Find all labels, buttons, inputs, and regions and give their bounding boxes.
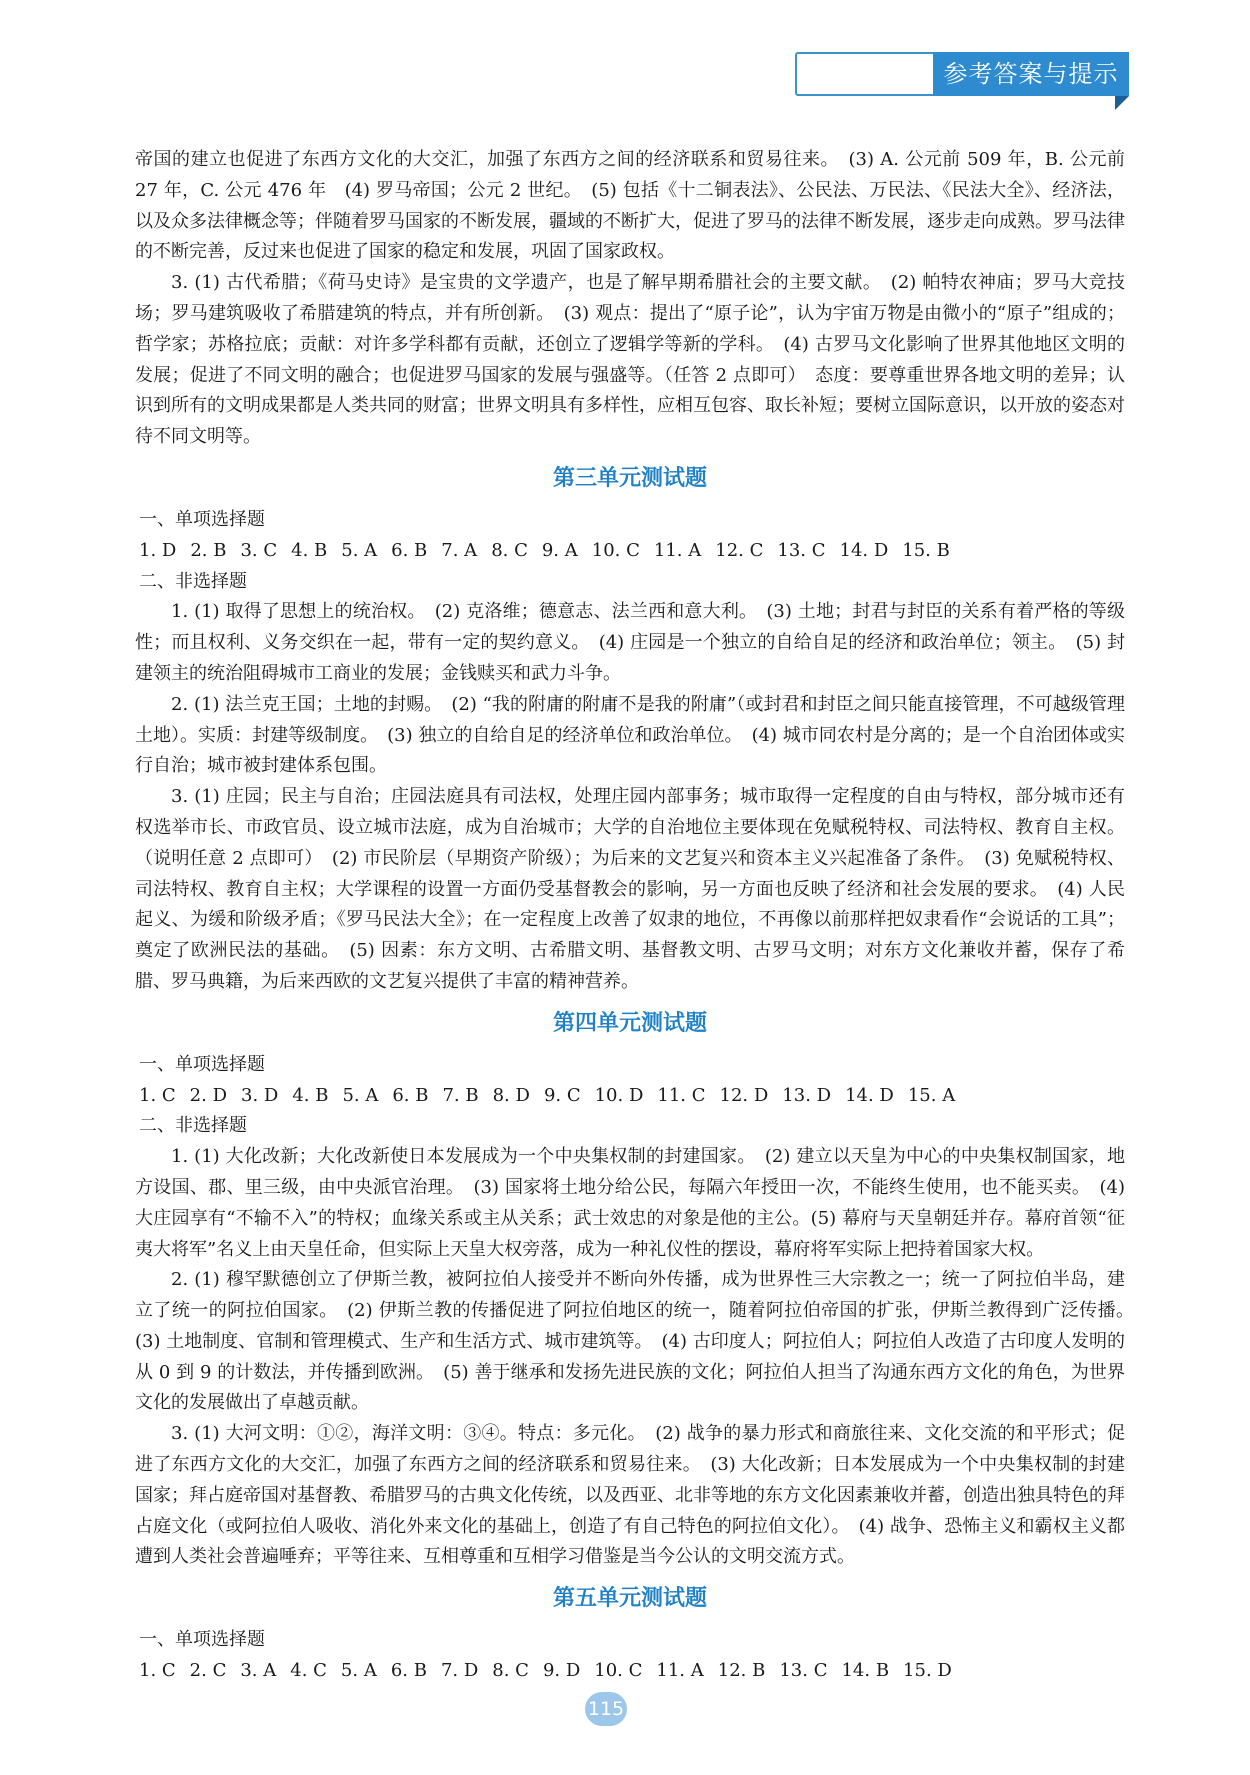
answer-item: 12. D bbox=[719, 1084, 769, 1106]
answer-item: 9. D bbox=[542, 1660, 581, 1682]
answer-item: 5. A bbox=[340, 1660, 377, 1682]
unit-4-answer-row bbox=[135, 1081, 1125, 1112]
answer-item: 6. B bbox=[392, 1084, 429, 1106]
answer-item: 5. A bbox=[342, 1084, 379, 1106]
answer-item: 3. D bbox=[241, 1084, 279, 1106]
answer-item: 11. C bbox=[657, 1084, 706, 1106]
answer-item: 11. A bbox=[656, 1660, 704, 1682]
unit-3-paragraph: 2. (1) 法兰克王国；土地的封赐。 (2) “我的附庸的附庸不是我的附庸”（或封君和封臣之间只能直接管理，不可越级管理土地）。实质：封建等级制度。 (3) 独立的自给自足的经济单位和政治单位。 (4) 城市同农村是分离的；是一个自治团体或实行自治；城市被封建体系包围。 bbox=[135, 693, 1125, 777]
unit-3-paragraph: 1. (1) 取得了思想上的统治权。 (2) 克洛维；德意志、法兰西和意大利。 (3) 土地；封君与封臣的关系有着严格的等级性；而且权利、义务交织在一起，带有一定的契约意义。 (4) 庄园是一个独立的自给自足的经济和政治单位；领主。 (5) 封建领主的统治阻碍城市工商业的发展；金钱赎买和武力斗争。 bbox=[135, 601, 1125, 684]
answer-item: 3. C bbox=[240, 539, 278, 561]
answer-item: 14. D bbox=[839, 539, 889, 561]
unit-3-paragraph: 3. (1) 庄园；民主与自治；庄园法庭具有司法权，处理庄园内部事务；城市取得一定程度的自由与特权，部分城市还有权选举市长、市政官员、设立城市法庭，成为自治城市；大学的自治地位主要体现在免赋税特权、司法特权、教育自主权。（说明任意 2 点即可） (2) 市民阶层（早期资产阶级）；为后来的文艺复兴和资本主义兴起准备了条件。 (3) 免赋税特权、司法特权、教育自主权；大学课程的设置一方面仍受基督教会的影响，另一方面也反映了经济和社会发展的要求。 (4) 人民起义、为缓和阶级矛盾；《罗马民法大全》；在一定程度上改善了奴隶的地位，不再像以前那样把奴隶看作“会说话的工具”；奠定了欧洲民法的基础。 (5) 因素：东方文明、古希腊文明、基督教文明、古罗马文明；对东方文化兼收并蓄，保存了希腊、罗马典籍，为后来西欧的文艺复兴提供了丰富的精神营养。 bbox=[135, 786, 1125, 992]
answer-item: 4. B bbox=[291, 539, 328, 561]
unit-3-title: 第三单元测试题 bbox=[552, 465, 707, 491]
answer-item: 1. C bbox=[139, 1660, 176, 1682]
unit-4-title: 第四单元测试题 bbox=[552, 1010, 707, 1036]
answer-item: 7. A bbox=[441, 539, 478, 561]
unit-3-single-heading: 一、单项选择题 bbox=[139, 508, 265, 530]
unit-5-answer-row bbox=[135, 1656, 1125, 1687]
page-content bbox=[135, 145, 1143, 1687]
answer-item: 10. D bbox=[594, 1084, 644, 1106]
unit-4-paragraph: 2. (1) 穆罕默德创立了伊斯兰教，被阿拉伯人接受并不断向外传播，成为世界性三大宗教之一；统一了阿拉伯半岛，建立了统一的阿拉伯国家。 (2) 伊斯兰教的传播促进了阿拉伯地区的统一，随着阿拉伯帝国的扩张，伊斯兰教得到广泛传播。 (3) 土地制度、官制和管理模式、生产和生活方式、城市建筑等。 (4) 古印度人；阿拉伯人；阿拉伯人改造了古印度人发明的从 0 到 9 的计数法，并传播到欧洲。 (5) 善于继承和发扬先进民族的文化；阿拉伯人担当了沟通东西方文化的角色，为世界文化的发展做出了卓越贡献。 bbox=[135, 1269, 1143, 1414]
answer-item: 9. C bbox=[543, 1084, 581, 1106]
answer-item: 4. B bbox=[292, 1084, 329, 1106]
page-number: 115 bbox=[585, 1692, 627, 1726]
answer-item: 1. C bbox=[139, 1084, 176, 1106]
answer-item: 4. C bbox=[290, 1660, 327, 1682]
answer-item: 12. B bbox=[717, 1660, 766, 1682]
answer-item: 5. A bbox=[341, 539, 378, 561]
header-blank-box bbox=[795, 52, 935, 96]
continuation-paragraph-1: 帝国的建立也促进了东西方文化的大交汇，加强了东西方之间的经济联系和贸易往来。 (3) A. 公元前 509 年，B. 公元前 27 年，C. 公元 476 年 (4) 罗马帝国；公元 2 世纪。 (5) 包括《十二铜表法》、公民法、万民法、《民法大全》、经济法，以及众多法律概念等；伴随着罗马国家的不断发展，疆域的不断扩大，促进了罗马的法律不断发展，逐步走向成熟。罗马法律的不断完善，反过来也促进了国家的稳定和发展，巩固了国家政权。 bbox=[135, 149, 1125, 263]
answer-item: 6. B bbox=[391, 539, 428, 561]
answer-item: 13. C bbox=[779, 1660, 828, 1682]
unit-3-non-heading: 二、非选择题 bbox=[139, 570, 247, 592]
answer-item: 1. D bbox=[139, 539, 177, 561]
unit-4-paragraph: 3. (1) 大河文明：①②，海洋文明：③④。特点：多元化。 (2) 战争的暴力形式和商旅往来、文化交流的和平形式；促进了东西方文化的大交汇，加强了东西方之间的经济联系和贸易往来。 (3) 大化改新；日本发展成为一个中央集权制的封建国家；拜占庭帝国对基督教、希腊罗马的古典文化传统，以及西亚、北非等地的东方文化因素兼收并蓄，创造出独具特色的拜占庭文化（或阿拉伯人吸收、消化外来文化的基础上，创造了有自己特色的阿拉伯文化）。 (4) 战争、恐怖主义和霸权主义都遭到人类社会普遍唾弃；平等往来、互相尊重和互相学习借鉴是当今公认的文明交流方式。 bbox=[135, 1423, 1125, 1568]
answer-item: 2. D bbox=[189, 1084, 227, 1106]
continuation-paragraph-2: 3. (1) 古代希腊；《荷马史诗》是宝贵的文学遗产，也是了解早期希腊社会的主要文献。 (2) 帕特农神庙；罗马大竞技场；罗马建筑吸收了希腊建筑的特点，并有所创新。 (3) 观点：提出了“原子论”，认为宇宙万物是由微小的“原子”组成的；哲学家；苏格拉底；贡献：对许多学科都有贡献，还创立了逻辑学等新的学科。 (4) 古罗马文化影响了世界其他地区文明的发展；促进了不同文明的融合；也促进罗马国家的发展与强盛等。（任答 2 点即可） 态度：要尊重世界各地文明的差异；认识到所有的文明成果都是人类共同的财富；世界文明具有多样性，应相互包容、取长补短；要树立国际意识，以开放的姿态对待不同文明等。 bbox=[135, 272, 1125, 448]
answer-item: 7. B bbox=[442, 1084, 479, 1106]
header-badge bbox=[795, 52, 1131, 100]
answer-item: 13. C bbox=[777, 539, 826, 561]
answer-item: 10. C bbox=[594, 1660, 643, 1682]
answer-item: 6. B bbox=[390, 1660, 427, 1682]
answer-item: 3. A bbox=[240, 1660, 277, 1682]
answer-item: 2. B bbox=[190, 539, 227, 561]
unit-4-single-heading: 一、单项选择题 bbox=[139, 1053, 265, 1075]
answer-item: 15. A bbox=[907, 1084, 956, 1106]
answer-item: 12. C bbox=[715, 539, 764, 561]
header-fold bbox=[1115, 96, 1129, 110]
header-label: 参考答案与提示 bbox=[933, 52, 1129, 96]
unit-5-title: 第五单元测试题 bbox=[552, 1586, 707, 1612]
answer-item: 2. C bbox=[189, 1660, 227, 1682]
unit-5-single-heading: 一、单项选择题 bbox=[139, 1629, 265, 1651]
answer-item: 7. D bbox=[440, 1660, 479, 1682]
unit-4-non-heading: 二、非选择题 bbox=[139, 1115, 247, 1137]
answer-item: 8. C bbox=[491, 539, 528, 561]
answer-item: 8. D bbox=[492, 1084, 530, 1106]
unit-4-paragraph: 1. (1) 大化改新；大化改新使日本发展成为一个中央集权制的封建国家。 (2) 建立以天皇为中心的中央集权制国家，地方设国、郡、里三级，由中央派官治理。 (3) 国家将土地分给公民，每隔六年授田一次，不能终生使用，也不能买卖。 (4) 大庄园享有“不输不入”的特权；血缘关系或主从关系；武士效忠的对象是他的主公。(5) 幕府与天皇朝廷并存。幕府首领“征夷大将军”名义上由天皇任命，但实际上天皇大权旁落，成为一种礼仪性的摆设，幕府将军实际上把持着国家大权。 bbox=[135, 1146, 1125, 1260]
answer-item: 9. A bbox=[541, 539, 578, 561]
answer-item: 13. D bbox=[782, 1084, 832, 1106]
answer-item: 14. D bbox=[845, 1084, 894, 1106]
answer-item: 14. B bbox=[841, 1660, 890, 1682]
answer-item: 8. C bbox=[492, 1660, 529, 1682]
unit-3-answer-row bbox=[135, 536, 1125, 567]
answer-item: 15. B bbox=[902, 539, 950, 561]
answer-item: 11. A bbox=[653, 539, 702, 561]
answer-item: 10. C bbox=[591, 539, 640, 561]
answer-item: 15. D bbox=[903, 1660, 952, 1682]
